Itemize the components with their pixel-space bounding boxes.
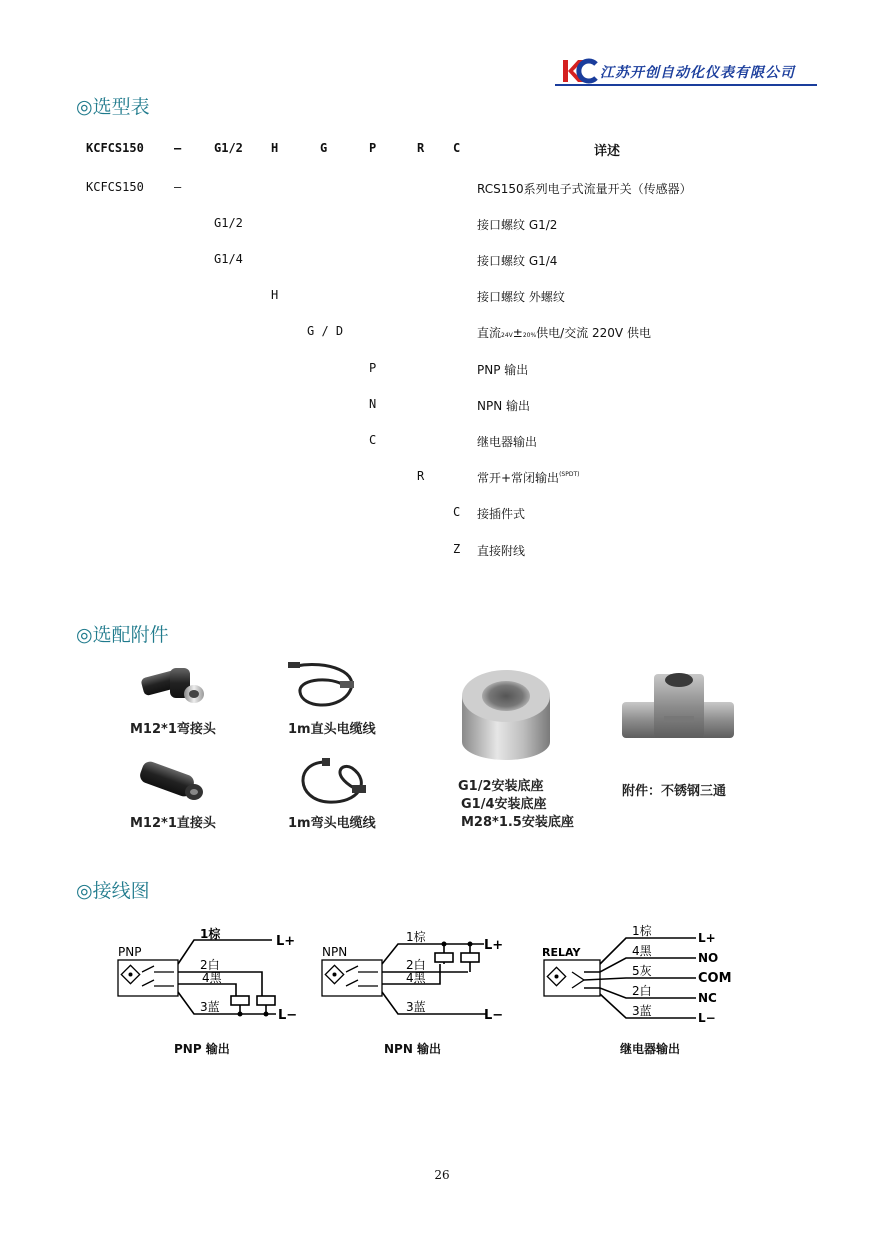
straight-connector-icon [134, 756, 214, 806]
straight-cable-icon [286, 654, 370, 714]
row-desc: 接口螺纹 G1/2 [477, 218, 558, 232]
terminal-label: NO [698, 951, 719, 965]
lminus-label: L− [278, 1008, 298, 1023]
table-header-thread: G1/2 [214, 141, 243, 155]
table-header-c: C [453, 141, 461, 155]
row-code: H [271, 288, 279, 302]
mounting-base-icon [456, 662, 556, 764]
section-title-wiring: ◎接线图 [76, 880, 150, 902]
accessory-label: M28*1.5安装底座 [461, 815, 574, 830]
table-header-dash: — [174, 141, 182, 155]
table-header-h: H [271, 141, 279, 155]
table-header-r: R [417, 141, 425, 155]
page-number: 26 [434, 1168, 450, 1182]
relay-wiring-diagram [538, 922, 758, 1028]
row-code: Z [453, 542, 461, 556]
wire-label: 2白 [632, 984, 652, 998]
mounting-base-label [458, 778, 574, 832]
row-desc: 直接附线 [477, 544, 526, 558]
wire-label: 3蓝 [632, 1004, 652, 1018]
terminal-label: L+ [698, 931, 716, 945]
terminal-label: L− [698, 1011, 716, 1025]
accessory-label: 1m弯头电缆线 [288, 816, 376, 831]
row-desc: 接口螺纹 G1/4 [477, 254, 558, 268]
accessory-label: M12*1弯接头 [130, 722, 216, 737]
section-title-selection: ◎选型表 [76, 96, 150, 118]
kc-logo-icon [562, 58, 598, 84]
terminal-label: NC [698, 991, 717, 1005]
row-dash: — [174, 180, 182, 194]
wire-label: 2白 [406, 958, 426, 972]
lminus-label: L− [484, 1008, 504, 1023]
row-code: C [369, 433, 377, 447]
row-desc: RCS150系列电子式流量开关（传感器） [477, 182, 692, 196]
pnp-caption: PNP 输出 [174, 1042, 230, 1056]
pnp-wiring-diagram [112, 926, 302, 1026]
row-code: C [453, 505, 461, 519]
section-title-accessories: ◎选配附件 [76, 624, 169, 646]
wire-label: 5灰 [632, 964, 652, 978]
relay-caption: 继电器输出 [620, 1042, 681, 1056]
pnp-title: PNP [118, 945, 142, 959]
accessories-panel [108, 652, 768, 837]
row-code: KCFCS150 [86, 180, 144, 194]
row-desc: 继电器输出 [477, 435, 538, 449]
row-desc-power: 直流24V±20%供电/交流 220V 供电 [477, 326, 651, 340]
wire-label: 1棕 [200, 927, 221, 941]
accessory-label: G1/4安装底座 [461, 797, 547, 812]
terminal-label: COM [698, 971, 732, 986]
row-code: G1/2 [214, 216, 243, 230]
row-code: G1/4 [214, 252, 243, 266]
lplus-label: L+ [276, 934, 296, 949]
wire-label: 2白 [200, 958, 220, 972]
wire-label: 4黑 [202, 971, 222, 985]
relay-title: RELAY [542, 946, 581, 959]
row-code: P [369, 361, 377, 375]
table-header-detail: 详述 [594, 144, 621, 159]
row-desc: 接口螺纹 外螺纹 [477, 290, 565, 304]
row-code: G / D [307, 324, 344, 338]
wire-label: 1棕 [406, 930, 426, 944]
company-name: 江苏开创自动化仪表有限公司 [600, 65, 795, 81]
row-desc: 接插件式 [477, 507, 526, 521]
row-desc: PNP 输出 [477, 363, 529, 377]
header-divider [555, 84, 817, 86]
npn-wiring-diagram [316, 926, 516, 1026]
table-header-p: P [369, 141, 377, 155]
row-code: N [369, 397, 377, 411]
wire-label: 3蓝 [406, 1000, 426, 1014]
row-desc: NPN 输出 [477, 399, 531, 413]
wire-label: 4黑 [406, 971, 426, 985]
table-header-model: KCFCS150 [86, 141, 144, 155]
wire-label: 3蓝 [200, 1000, 220, 1014]
wire-label: 4黑 [632, 944, 652, 958]
elbow-cable-icon [292, 752, 376, 808]
npn-caption: NPN 输出 [384, 1042, 442, 1056]
row-desc-spdt: 常开+常闭输出$^{(SPDT)}$ [477, 471, 580, 485]
company-logo [562, 58, 814, 84]
stainless-tee-icon [618, 668, 738, 764]
accessory-label: 附件：不锈钢三通 [622, 784, 727, 799]
wire-label: 1棕 [632, 924, 652, 938]
accessory-label: 1m直头电缆线 [288, 722, 376, 737]
npn-title: NPN [322, 945, 348, 959]
accessory-label: M12*1直接头 [130, 816, 216, 831]
table-header-g: G [320, 141, 328, 155]
elbow-connector-icon [134, 658, 214, 710]
lplus-label: L+ [484, 938, 504, 953]
accessory-label: G1/2安装底座 [458, 779, 544, 794]
row-code: R [417, 469, 425, 483]
